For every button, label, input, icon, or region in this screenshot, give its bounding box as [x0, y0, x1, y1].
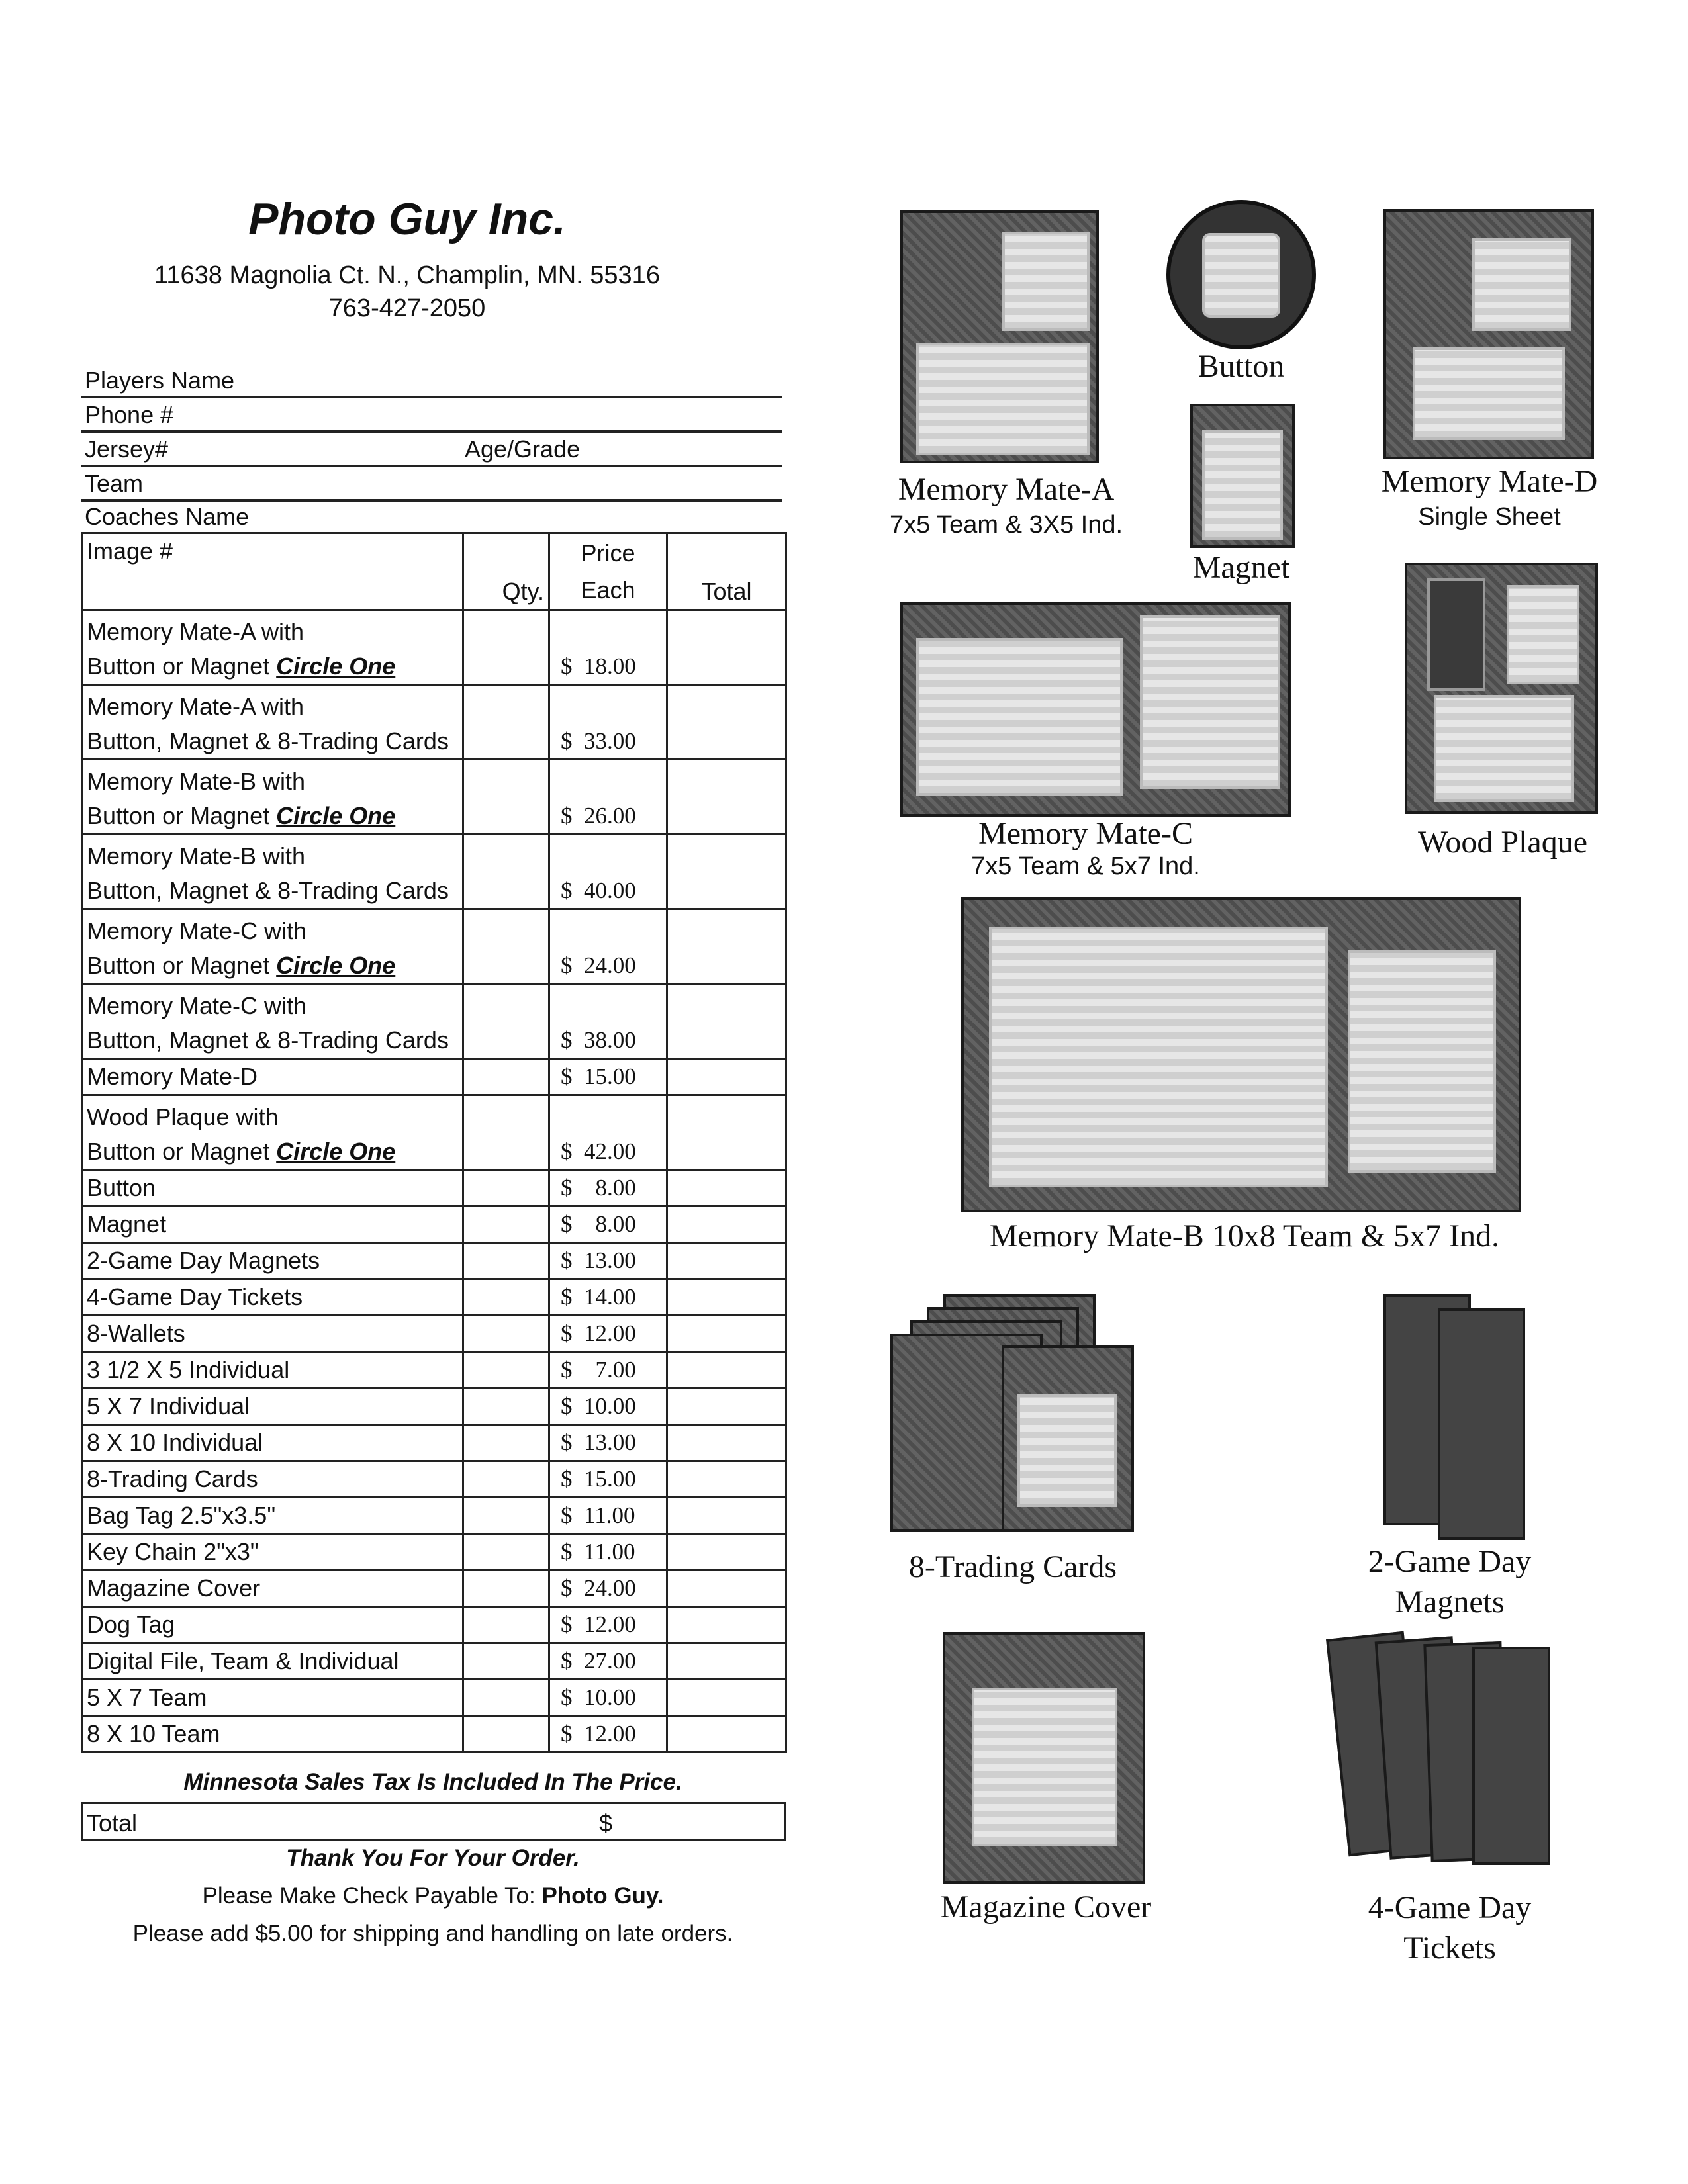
magnet-photo: [1202, 430, 1283, 540]
line-total-cell[interactable]: [667, 1425, 786, 1461]
line-total-cell[interactable]: [667, 1095, 786, 1170]
button-photo: [1202, 233, 1280, 318]
item-description: [82, 1170, 463, 1206]
magazine-cover-image: [943, 1632, 1145, 1884]
team-photo: [916, 343, 1090, 455]
item-line2: 8 X 10 Individual: [87, 1429, 263, 1456]
players-name-field[interactable]: [81, 361, 782, 398]
price-cell: $ 12.00: [549, 1716, 667, 1752]
item-line2: 5 X 7 Individual: [87, 1392, 250, 1420]
price-cell: $ 33.00: [549, 685, 667, 760]
line-total-cell[interactable]: [667, 1716, 786, 1752]
qty-cell[interactable]: [463, 1461, 549, 1498]
coaches-name-label: Coaches Name: [85, 503, 250, 530]
item-line2: Dog Tag: [87, 1611, 175, 1638]
memory-mate-c-image: [900, 602, 1291, 817]
table-row: [82, 1461, 786, 1498]
qty-cell[interactable]: [463, 610, 549, 685]
game-day-magnets-caption-line1: 2-Game Day: [1368, 1544, 1532, 1579]
item-description: [82, 1716, 463, 1752]
shipping-note: Please add $5.00 for shipping and handling on late orders.: [132, 1921, 733, 1946]
line-total-cell[interactable]: [667, 1352, 786, 1388]
line-total-cell[interactable]: [667, 1498, 786, 1534]
price-cell: $ 18.00: [549, 610, 667, 685]
item-line1: Wood Plaque with: [87, 1103, 279, 1130]
thank-you-note: Thank You For Your Order.: [286, 1845, 580, 1871]
item-description: [82, 1059, 463, 1095]
item-description: [82, 1316, 463, 1352]
players-name-label: Players Name: [85, 367, 235, 394]
item-description: [82, 1388, 463, 1425]
price-cell: $ 7.00: [549, 1352, 667, 1388]
table-row: [82, 984, 786, 1059]
line-total-cell[interactable]: [667, 1059, 786, 1095]
table-row: [82, 909, 786, 984]
memory-mate-b-caption: Memory Mate-B 10x8 Team & 5x7 Ind.: [989, 1218, 1500, 1253]
item-description: [82, 1498, 463, 1534]
item-line2: Magazine Cover: [87, 1574, 261, 1602]
line-total-cell[interactable]: [667, 984, 786, 1059]
price-cell: $ 8.00: [549, 1206, 667, 1243]
item-description: [82, 1643, 463, 1680]
button-image: [1166, 200, 1316, 349]
line-total-cell[interactable]: [667, 1243, 786, 1279]
price-cell: $ 13.00: [549, 1425, 667, 1461]
price-cell: $ 11.00: [549, 1534, 667, 1570]
memory-mate-c-subcaption: 7x5 Team & 5x7 Ind.: [971, 852, 1200, 880]
table-row: [82, 1170, 786, 1206]
company-address: 11638 Magnolia Ct. N., Champlin, MN. 55316: [154, 261, 660, 289]
age-grade-label: Age/Grade: [465, 435, 581, 463]
jersey-label: Jersey#: [85, 435, 169, 463]
team-photo: [916, 638, 1123, 796]
item-line1: Memory Mate-A with: [87, 618, 305, 645]
player-photo: [1017, 1394, 1117, 1507]
line-total-cell[interactable]: [667, 685, 786, 760]
game-day-magnets-image: [1383, 1294, 1536, 1545]
team-photo: [1434, 695, 1574, 802]
qty-cell[interactable]: [463, 1095, 549, 1170]
qty-cell[interactable]: [463, 1425, 549, 1461]
price-cell: $ 11.00: [549, 1498, 667, 1534]
line-total-cell[interactable]: [667, 1388, 786, 1425]
item-line2: 8-Wallets: [87, 1320, 185, 1347]
item-description: [82, 1095, 463, 1170]
team-photo: [1413, 347, 1565, 440]
item-line1: Memory Mate-A with: [87, 693, 305, 720]
item-line2: Button or Magnet Circle One: [87, 1138, 396, 1165]
table-row: [82, 1643, 786, 1680]
item-line2: 8-Trading Cards: [87, 1465, 258, 1492]
item-line2: Button or Magnet Circle One: [87, 802, 396, 829]
item-description: [82, 1243, 463, 1279]
ticket-magnet: [1438, 1308, 1525, 1540]
memory-mate-d-subcaption: Single Sheet: [1418, 503, 1561, 531]
price-cell: $ 24.00: [549, 1570, 667, 1607]
item-line2: Key Chain 2"x3": [87, 1538, 259, 1565]
line-total-cell[interactable]: [667, 610, 786, 685]
item-line2: Digital File, Team & Individual: [87, 1647, 399, 1674]
game-day-magnets-caption-line2: Magnets: [1395, 1584, 1505, 1619]
line-total-cell[interactable]: [667, 1316, 786, 1352]
item-description: [82, 835, 463, 909]
price-cell: $ 8.00: [549, 1170, 667, 1206]
item-description: [82, 1607, 463, 1643]
item-line2: 8 X 10 Team: [87, 1720, 220, 1747]
item-line2: 4-Game Day Tickets: [87, 1283, 303, 1310]
item-description: [82, 1534, 463, 1570]
qty-cell[interactable]: [463, 760, 549, 835]
line-total-cell[interactable]: [667, 1534, 786, 1570]
qty-cell[interactable]: [463, 685, 549, 760]
memory-mate-a-image: [900, 210, 1099, 463]
memory-mate-b-image: [961, 897, 1521, 1212]
price-cell: $ 15.00: [549, 1461, 667, 1498]
qty-cell[interactable]: [463, 1059, 549, 1095]
table-row: [82, 835, 786, 909]
qty-cell[interactable]: [463, 1388, 549, 1425]
memory-mate-a-subcaption: 7x5 Team & 3X5 Ind.: [889, 511, 1123, 539]
phone-field[interactable]: [81, 396, 782, 433]
table-row: [82, 1607, 786, 1643]
trading-card: [1002, 1345, 1134, 1532]
item-description: [82, 685, 463, 760]
table-row: [82, 685, 786, 760]
wood-plaque-image: [1405, 563, 1598, 814]
jersey-field[interactable]: [81, 430, 782, 467]
game-day-tickets-caption-line2: Tickets: [1403, 1931, 1496, 1966]
item-description: [82, 1279, 463, 1316]
ticket: [1472, 1647, 1550, 1865]
qty-cell[interactable]: [463, 1680, 549, 1716]
line-total-cell[interactable]: [667, 1279, 786, 1316]
player-photo: [972, 1688, 1117, 1846]
trading-cards-caption: 8-Trading Cards: [908, 1549, 1117, 1584]
qty-cell[interactable]: [463, 835, 549, 909]
qty-cell[interactable]: [463, 1316, 549, 1352]
table-row: [82, 1059, 786, 1095]
line-total-cell[interactable]: [667, 1206, 786, 1243]
table-row: [82, 1716, 786, 1752]
qty-cell[interactable]: [463, 1206, 549, 1243]
memory-mate-a-caption: Memory Mate-A: [898, 472, 1115, 507]
individual-photo: [1348, 950, 1496, 1173]
price-each-header: Price Each: [549, 533, 667, 610]
price-cell: $ 24.00: [549, 909, 667, 984]
memory-mate-d-caption: Memory Mate-D: [1381, 464, 1598, 499]
magazine-cover-caption: Magazine Cover: [940, 1889, 1152, 1925]
item-description: [82, 610, 463, 685]
item-line2: 2-Game Day Magnets: [87, 1247, 320, 1274]
table-row: [82, 1680, 786, 1716]
table-row: [82, 1534, 786, 1570]
item-description: [82, 1461, 463, 1498]
table-row: [82, 1316, 786, 1352]
item-line2: Button: [87, 1174, 156, 1201]
qty-cell[interactable]: [463, 1716, 549, 1752]
table-row: [82, 1243, 786, 1279]
line-total-cell[interactable]: [667, 909, 786, 984]
item-line2: Button, Magnet & 8-Trading Cards: [87, 727, 449, 754]
table-row: [82, 1352, 786, 1388]
game-day-tickets-caption-line1: 4-Game Day: [1368, 1890, 1532, 1925]
circle-one-label[interactable]: Circle One: [276, 802, 396, 829]
qty-cell[interactable]: [463, 1607, 549, 1643]
table-row: [82, 1095, 786, 1170]
item-line2: Bag Tag 2.5"x3.5": [87, 1502, 276, 1529]
price-cell: $ 27.00: [549, 1643, 667, 1680]
wood-plaque-caption: Wood Plaque: [1417, 825, 1588, 860]
line-total-cell[interactable]: [667, 1570, 786, 1607]
magnet-caption: Magnet: [1192, 550, 1290, 585]
qty-cell[interactable]: [463, 1243, 549, 1279]
phone-label: Phone #: [85, 401, 174, 428]
individual-photo: [1140, 615, 1280, 789]
qty-cell[interactable]: [463, 1498, 549, 1534]
individual-photo: [1472, 238, 1571, 331]
item-line1: Memory Mate-C with: [87, 992, 307, 1019]
line-total-cell[interactable]: [667, 760, 786, 835]
item-line1: Memory Mate-B with: [87, 842, 306, 870]
image-number-header[interactable]: Image #: [82, 533, 463, 610]
line-total-cell[interactable]: [667, 1680, 786, 1716]
line-total-cell[interactable]: [667, 1170, 786, 1206]
team-field[interactable]: [81, 465, 782, 502]
price-cell: $ 42.00: [549, 1095, 667, 1170]
price-cell: $ 10.00: [549, 1680, 667, 1716]
magnet-image: [1190, 404, 1295, 548]
memory-mate-d-image: [1383, 209, 1594, 459]
item-line2: 5 X 7 Team: [87, 1684, 207, 1711]
button-caption: Button: [1197, 349, 1285, 384]
team-label: Team: [85, 470, 144, 497]
item-description: [82, 1425, 463, 1461]
price-cell: $ 15.00: [549, 1059, 667, 1095]
table-header-row: [82, 533, 786, 610]
table-row: [82, 610, 786, 685]
item-line1: Memory Mate-B with: [87, 768, 306, 795]
total-dollar-sign: $: [599, 1809, 613, 1837]
circle-one-label[interactable]: Circle One: [276, 1138, 396, 1165]
item-description: [82, 1570, 463, 1607]
item-description: [82, 1206, 463, 1243]
game-day-tickets-image: [1337, 1635, 1569, 1873]
table-row: [82, 1425, 786, 1461]
qty-cell[interactable]: [463, 1352, 549, 1388]
qty-cell[interactable]: [463, 1570, 549, 1607]
company-phone: 763-427-2050: [328, 295, 486, 322]
item-description: [82, 909, 463, 984]
qty-header: Qty.: [463, 533, 549, 610]
line-total-cell[interactable]: [667, 1643, 786, 1680]
trading-cards-image: [890, 1294, 1135, 1532]
sales-tax-note: Minnesota Sales Tax Is Included In The Price.: [183, 1769, 682, 1795]
order-table: [81, 532, 787, 1753]
price-cell: $ 26.00: [549, 760, 667, 835]
item-line2: Button or Magnet Circle One: [87, 653, 396, 680]
company-name: Photo Guy Inc.: [248, 194, 566, 244]
team-photo: [989, 927, 1328, 1187]
table-row: [82, 760, 786, 835]
item-line2: Button, Magnet & 8-Trading Cards: [87, 1026, 449, 1054]
individual-photo: [1002, 232, 1090, 331]
price-cell: $ 12.00: [549, 1316, 667, 1352]
item-description: [82, 984, 463, 1059]
qty-cell[interactable]: [463, 909, 549, 984]
item-description: [82, 1352, 463, 1388]
table-row: [82, 1388, 786, 1425]
item-description: [82, 1680, 463, 1716]
item-line2: Button or Magnet Circle One: [87, 952, 396, 979]
line-total-cell[interactable]: [667, 1607, 786, 1643]
price-cell: $ 38.00: [549, 984, 667, 1059]
total-header: Total: [667, 533, 786, 610]
table-row: [82, 1498, 786, 1534]
price-cell: $ 14.00: [549, 1279, 667, 1316]
item-description: [82, 760, 463, 835]
item-line2: Button, Magnet & 8-Trading Cards: [87, 877, 449, 904]
qty-cell[interactable]: [463, 1279, 549, 1316]
price-cell: $ 12.00: [549, 1607, 667, 1643]
coaches-name-field[interactable]: [81, 498, 782, 532]
price-cell: $ 40.00: [549, 835, 667, 909]
table-row: [82, 1570, 786, 1607]
payable-note: Please Make Check Payable To: Photo Guy.: [202, 1883, 664, 1909]
individual-photo: [1507, 585, 1579, 684]
trophy-photo: [1427, 578, 1485, 691]
item-line1: Memory Mate-C with: [87, 917, 307, 944]
memory-mate-c-caption: Memory Mate-C: [978, 816, 1193, 851]
price-cell: $ 10.00: [549, 1388, 667, 1425]
qty-cell[interactable]: [463, 984, 549, 1059]
table-row: [82, 1279, 786, 1316]
item-line2: 3 1/2 X 5 Individual: [87, 1356, 290, 1383]
table-row: [82, 1206, 786, 1243]
item-line2: Memory Mate-D: [87, 1063, 258, 1090]
qty-cell[interactable]: [463, 1643, 549, 1680]
circle-one-label[interactable]: Circle One: [276, 653, 396, 680]
item-line2: Magnet: [87, 1210, 167, 1238]
total-label: Total: [87, 1809, 138, 1837]
line-total-cell[interactable]: [667, 1461, 786, 1498]
price-cell: $ 13.00: [549, 1243, 667, 1279]
line-total-cell[interactable]: [667, 835, 786, 909]
qty-cell[interactable]: [463, 1534, 549, 1570]
qty-cell[interactable]: [463, 1170, 549, 1206]
total-field[interactable]: [81, 1802, 786, 1841]
circle-one-label[interactable]: Circle One: [276, 952, 396, 979]
